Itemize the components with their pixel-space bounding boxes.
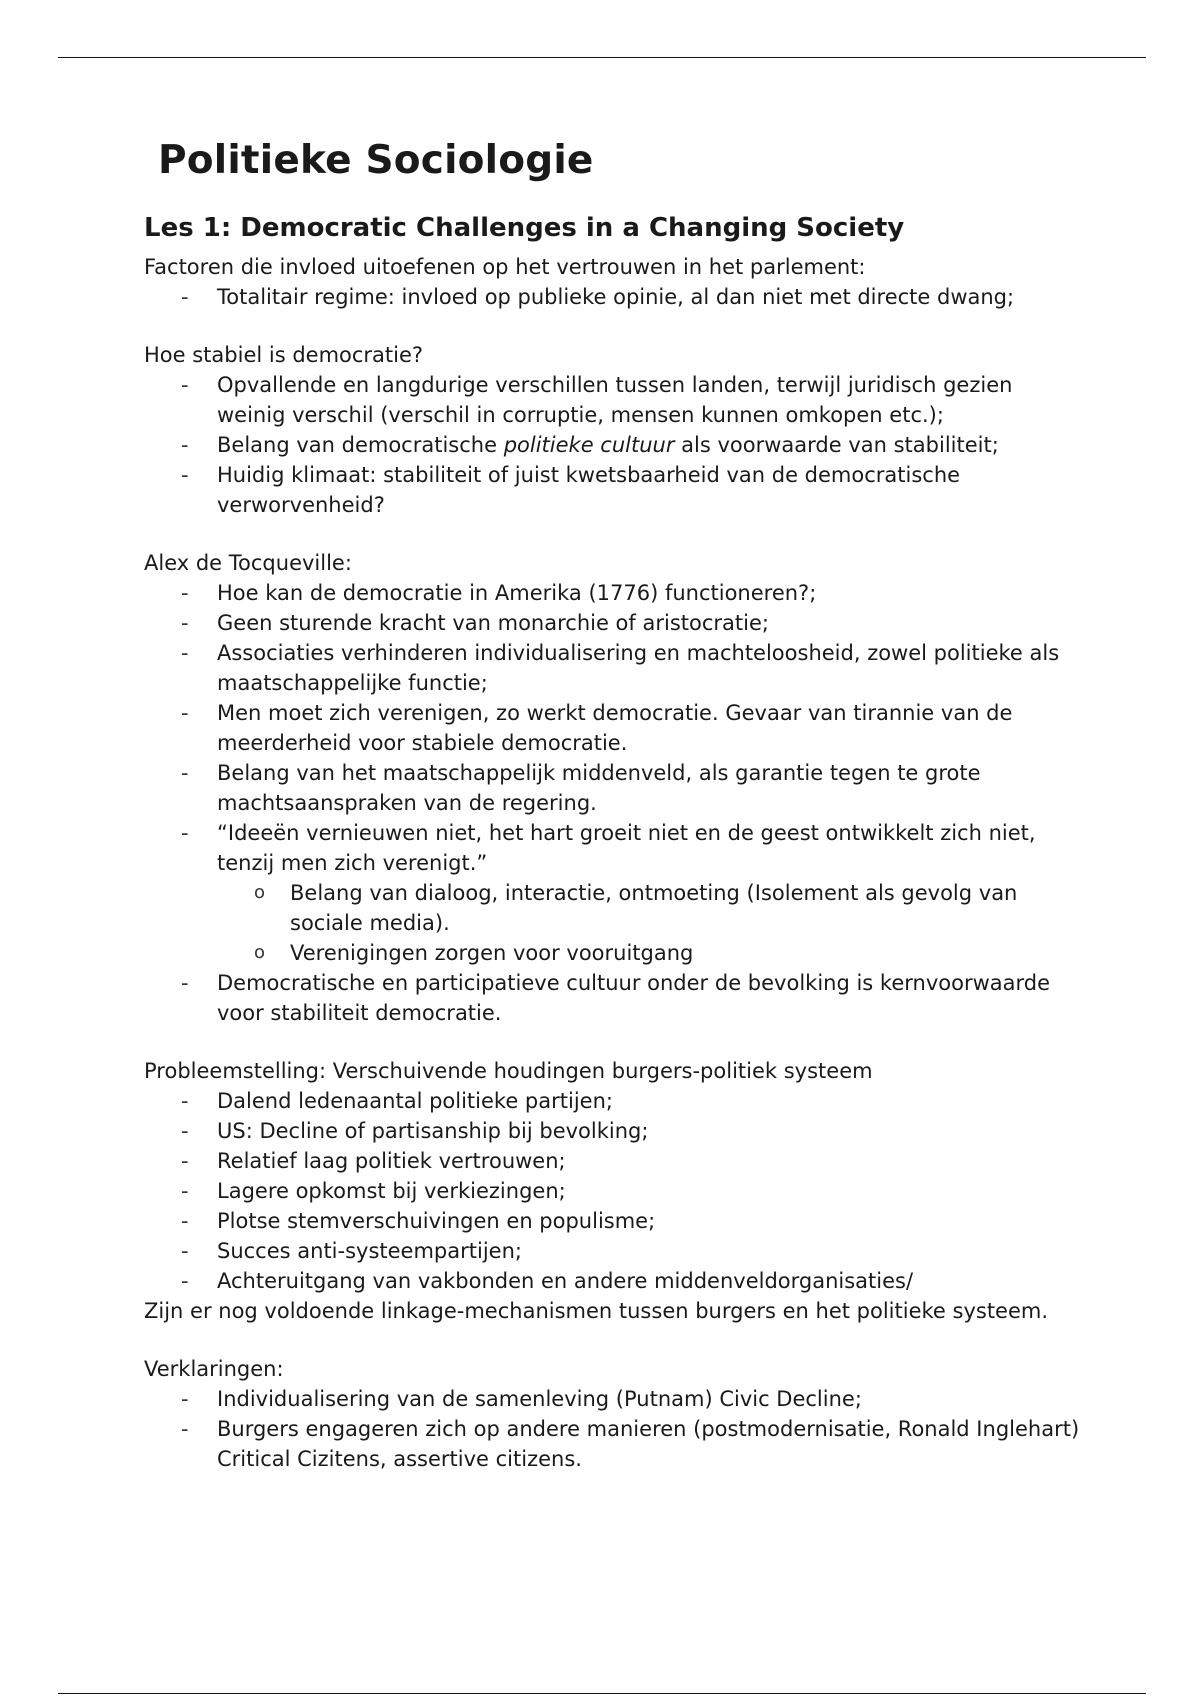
list-item: - Men moet zich verenigen, zo werkt democratie. Gevaar van tirannie van de meerderheid voor stabiele democratie. [217,698,1084,758]
list-item: - Succes anti-systeempartijen; [217,1236,1084,1266]
emphasis-text: politieke cultuur [503,433,675,457]
top-rule [58,57,1146,58]
list-item: - Belang van het maatschappelijk middenveld, als garantie tegen te grote machtsaanspraken van de regering. [217,758,1084,818]
list-item: - Individualisering van de samenleving (Putnam) Civic Decline; [217,1384,1084,1414]
section-intro: Alex de Tocqueville: [144,551,352,575]
section-intro: Hoe stabiel is democratie? [144,343,424,367]
list-item-text: Belang van democratische [217,433,504,457]
list-item [217,430,1084,460]
list-item: - Relatief laag politiek vertrouwen; [217,1146,1084,1176]
list-item: - Democratische en participatieve cultuur onder de bevolking is kernvoorwaarde voor stabiliteit democratie. [217,968,1084,1028]
bullet-list [144,370,1084,520]
section-tocqueville [144,548,1084,1028]
section-intro: Verklaringen: [144,1357,284,1381]
list-item: - Huidig klimaat: stabiliteit of juist kwetsbaarheid van de democratische verworvenheid? [217,460,1084,520]
list-item: - Geen sturende kracht van monarchie of aristocratie; [217,608,1084,638]
list-item: - Achteruitgang van vakbonden en andere middenveldorganisaties/ [217,1266,1084,1296]
list-item: - Dalend ledenaantal politieke partijen; [217,1086,1084,1116]
lesson-title: Les 1: Democratic Challenges in a Changing Society [144,213,905,243]
list-item: - Hoe kan de democratie in Amerika (1776) functioneren?; [217,578,1084,608]
list-item: - Opvallende en langdurige verschillen tussen landen, terwijl juridisch gezien weinig verschil (verschil in corruptie, mensen kunnen omkopen etc.); [217,370,1084,430]
list-item: - Burgers engageren zich op andere manieren (postmodernisatie, Ronald Inglehart) Critical Cizitens, assertive citizens. [217,1414,1084,1474]
section-verklaringen [144,1354,1084,1474]
section-probleemstelling [144,1056,1084,1326]
list-item-text: “Ideeën vernieuwen niet, het hart groeit niet en de geest ontwikkelt zich niet, tenzij men zich verenigt.” [217,821,1036,875]
document-body [144,206,1084,1502]
list-item-text: als voorwaarde van stabiliteit; [674,433,999,457]
list-item: - Lagere opkomst bij verkiezingen; [217,1176,1084,1206]
bullet-list [144,282,1084,312]
section-factoren [144,252,1084,312]
list-item: - Totalitair regime: invloed op publieke opinie, al dan niet met directe dwang; [217,282,1084,312]
section-intro: Probleemstelling: Verschuivende houdingen burgers-politiek systeem [144,1059,873,1083]
sub-list-item: o Belang van dialoog, interactie, ontmoeting (Isolement als gevolg van sociale media). [290,878,1084,938]
bullet-list [144,1086,1084,1296]
sub-bullet-list [217,878,1084,968]
document-title: Politieke Sociologie [158,138,594,183]
bottom-rule [58,1693,1146,1694]
paragraph: Zijn er nog voldoende linkage-mechanismen tussen burgers en het politieke systeem. [144,1299,1049,1323]
sub-list-item: o Verenigingen zorgen voor vooruitgang [290,938,1084,968]
bullet-list [144,1384,1084,1474]
list-item: - Plotse stemverschuivingen en populisme; [217,1206,1084,1236]
list-item: - Associaties verhinderen individualisering en machteloosheid, zowel politieke als maatschappelijke functie; [217,638,1084,698]
list-item [217,818,1084,968]
section-stabiel [144,340,1084,520]
section-intro: Factoren die invloed uitoefenen op het vertrouwen in het parlement: [144,255,866,279]
bullet-list [144,578,1084,1028]
list-item: - US: Decline of partisanship bij bevolking; [217,1116,1084,1146]
